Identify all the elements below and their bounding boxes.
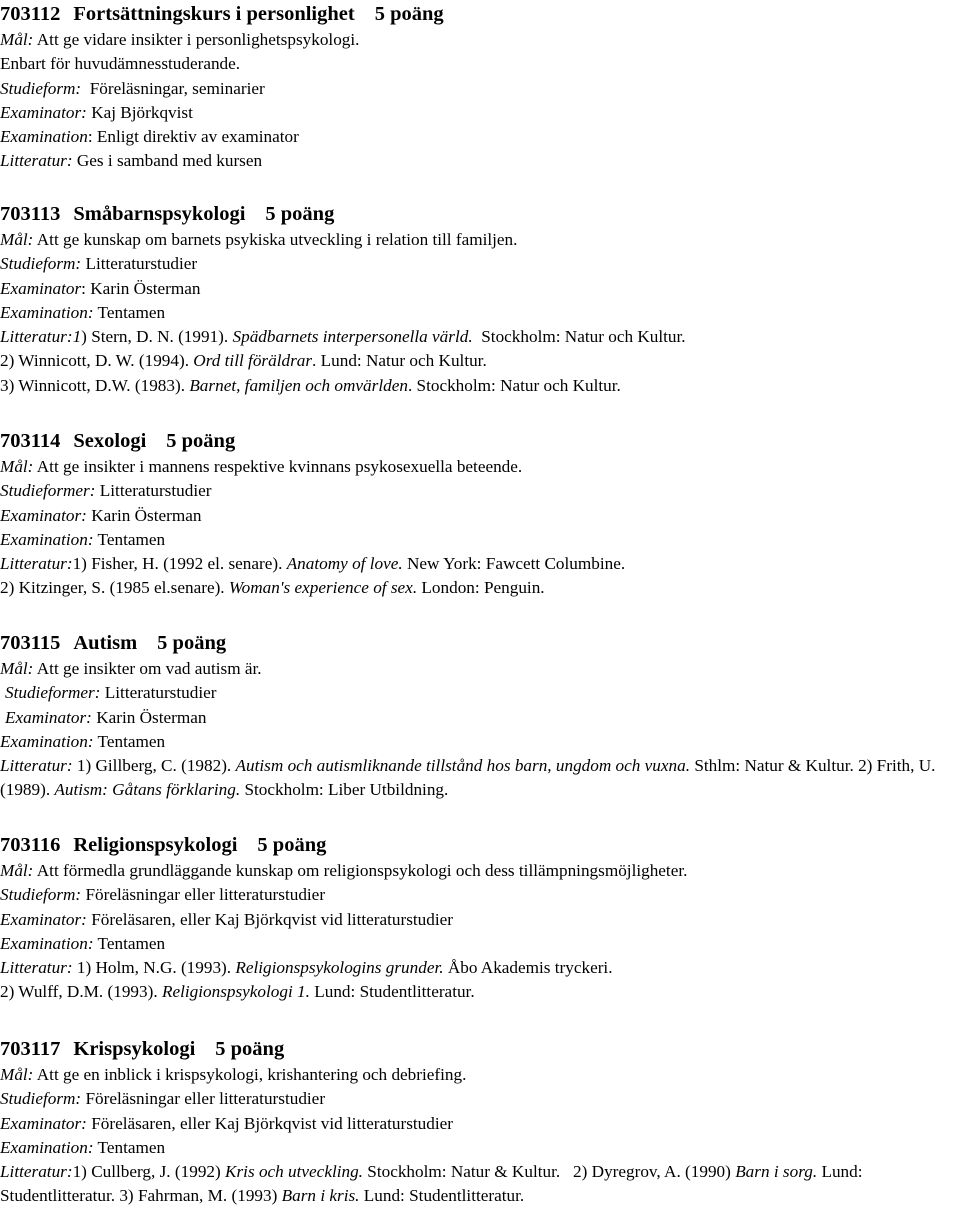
examination-text: Tentamen: [93, 731, 166, 751]
literature-label: Litteratur:: [0, 1162, 73, 1182]
course-examiner: [0, 504, 960, 528]
literature-line-1: [0, 325, 960, 349]
course-goal: [0, 28, 960, 52]
course-703112: [0, 1, 960, 174]
literature-publisher: Lund: Studentlitteratur.: [359, 1186, 525, 1206]
course-title: Småbarnspsykologi: [73, 203, 246, 225]
course-code: 703113: [0, 203, 61, 225]
literature-ref: 2) Winnicott, D. W. (1994).: [0, 351, 194, 371]
goal-label: Mål:: [0, 230, 34, 249]
examination-text: Tentamen: [93, 1137, 166, 1157]
examination-label: Examination: [0, 127, 88, 147]
course-code: 703117: [0, 1038, 61, 1060]
literature-publisher: Åbo Akademis tryckeri.: [443, 958, 613, 978]
examination-label: Examination:: [0, 731, 94, 751]
course-heading: [0, 630, 960, 657]
examiner-label: Examinator:: [0, 1113, 87, 1133]
literature-book-title: Ord till föräldrar: [193, 351, 313, 371]
course-goal: [0, 228, 960, 252]
course-study-form: [0, 252, 960, 276]
literature-book-title: Woman's experience of sex.: [228, 578, 418, 598]
literature-ref: Sthlm: Natur & Kultur. 2) Frith, U. (1989).: [0, 756, 936, 800]
goal-text: Att ge insikter i mannens respektive kvinnans psykosexuella beteende.: [33, 457, 523, 476]
course-credits: 5 poäng: [265, 203, 335, 225]
literature-ref: ) Stern, D. N. (1991).: [81, 327, 233, 347]
study-form-text: Föreläsningar eller litteraturstudier: [81, 1089, 326, 1109]
literature-publisher: New York: Fawcett Columbine.: [402, 554, 626, 574]
literature-line-3: [0, 374, 960, 398]
literature-label: Litteratur:: [0, 958, 73, 978]
literature-book-title: Religionspsykologi 1.: [161, 982, 310, 1002]
course-heading: [0, 1, 960, 28]
course-study-form: [0, 1087, 960, 1111]
course-examination: [0, 125, 960, 149]
course-examination: [0, 730, 960, 754]
course-heading: [0, 832, 960, 859]
course-703114: [0, 428, 960, 601]
course-examiner: [0, 277, 960, 301]
course-title: Fortsättningskurs i personlighet: [73, 3, 355, 25]
study-form-label: Studieform:: [0, 1089, 82, 1109]
course-code: 703112: [0, 3, 61, 25]
literature-ref: 2) Wulff, D.M. (1993).: [0, 982, 162, 1002]
course-examination: [0, 301, 960, 325]
literature-label: Litteratur:1: [0, 327, 82, 347]
study-form-label: Studieformer:: [5, 683, 101, 703]
course-credits: 5 poäng: [166, 430, 236, 452]
course-code: 703116: [0, 834, 61, 856]
literature-paragraph: [0, 754, 960, 803]
examiner-text: Föreläsaren, eller Kaj Björkqvist vid litteraturstudier: [86, 909, 453, 929]
literature-line-1: [0, 552, 960, 576]
literature-book-title: Kris och utveckling.: [225, 1162, 363, 1182]
literature-line-2: [0, 576, 960, 600]
study-form-text: Litteraturstudier: [100, 683, 217, 703]
course-study-form: [0, 479, 960, 503]
course-credits: 5 poäng: [157, 632, 227, 654]
literature-line-2: [0, 349, 960, 373]
examiner-text: : Karin Österman: [81, 278, 201, 298]
literature-publisher: Stockholm: Natur och Kultur.: [472, 327, 686, 347]
course-credits: 5 poäng: [257, 834, 327, 856]
course-code: 703115: [0, 632, 61, 654]
literature-paragraph: [0, 1160, 960, 1209]
examiner-label: Examinator:: [0, 102, 87, 122]
literature-label: Litteratur:: [0, 151, 73, 171]
literature-ref: 1) Cullberg, J. (1992): [72, 1162, 226, 1182]
course-goal: [0, 657, 960, 681]
course-literature: [0, 149, 960, 173]
goal-text: Att ge kunskap om barnets psykiska utveckling i relation till familjen.: [33, 230, 518, 249]
examination-label: Examination:: [0, 302, 94, 322]
literature-book-title: Religionspsykologins grunder.: [235, 958, 444, 978]
course-credits: 5 poäng: [374, 3, 444, 25]
course-title: Sexologi: [73, 430, 147, 452]
examination-text: Tentamen: [93, 302, 166, 322]
goal-label: Mål:: [0, 30, 34, 49]
literature-book-title: Spädbarnets interpersonella värld.: [232, 327, 473, 347]
literature-book-title: Autism och autismliknande tillstånd hos barn, ungdom och vuxna.: [235, 756, 691, 776]
examiner-label: Examinator:: [5, 707, 92, 727]
literature-line-2: [0, 980, 960, 1004]
course-heading: [0, 428, 960, 455]
literature-ref: 1) Gillberg, C. (1982).: [72, 756, 236, 776]
literature-ref: 1) Fisher, H. (1992 el. senare).: [72, 554, 287, 574]
literature-ref: 3) Winnicott, D.W. (1983).: [0, 375, 190, 395]
course-703115: [0, 630, 960, 803]
goal-text: Att ge vidare insikter i personlighetspsykologi.: [33, 30, 360, 49]
examination-label: Examination:: [0, 1137, 94, 1157]
literature-line-1: [0, 956, 960, 980]
course-703117: [0, 1036, 960, 1209]
goal-label: Mål:: [0, 659, 34, 678]
examiner-label: Examinator: [0, 278, 82, 298]
study-form-label: Studieformer:: [0, 481, 96, 501]
course-credits: 5 poäng: [215, 1038, 285, 1060]
course-goal: [0, 1063, 960, 1087]
examiner-text: Karin Österman: [86, 505, 202, 525]
course-study-form: [0, 883, 960, 907]
course-code: 703114: [0, 430, 61, 452]
literature-label: Litteratur:: [0, 756, 73, 776]
literature-publisher: London: Penguin.: [417, 578, 545, 598]
literature-label: Litteratur:: [0, 554, 73, 574]
literature-book-title: Anatomy of love.: [286, 554, 403, 574]
examiner-text: Karin Österman: [91, 707, 207, 727]
course-title: Krispsykologi: [73, 1038, 196, 1060]
examination-text: Tentamen: [93, 933, 166, 953]
literature-publisher: Lund: Studentlitteratur.: [309, 982, 475, 1002]
course-examination: [0, 528, 960, 552]
examination-text: : Enligt direktiv av examinator: [87, 127, 299, 147]
course-examination: [0, 932, 960, 956]
literature-book-title: Barn i kris.: [281, 1186, 360, 1206]
literature-publisher: Stockholm: Liber Utbildning.: [240, 780, 449, 800]
study-form-text: Litteraturstudier: [81, 254, 198, 274]
course-goal: [0, 859, 960, 883]
study-form-label: Studieform:: [0, 254, 82, 274]
course-goal: [0, 455, 960, 479]
course-examiner: [0, 101, 960, 125]
course-703113: [0, 201, 960, 398]
goal-label: Mål:: [0, 1065, 34, 1084]
literature-ref: 1) Holm, N.G. (1993).: [72, 958, 236, 978]
goal-text: Att ge insikter om vad autism är.: [33, 659, 262, 678]
literature-ref: Lund: Studentlitteratur. 3) Fahrman, M. (1993): [0, 1162, 867, 1206]
course-study-form: [0, 77, 960, 101]
study-form-text: Föreläsningar eller litteraturstudier: [81, 885, 326, 905]
course-title: Religionspsykologi: [73, 834, 238, 856]
literature-text: Ges i samband med kursen: [72, 151, 263, 171]
examiner-label: Examinator:: [0, 909, 87, 929]
literature-book-title: Autism: Gåtans förklaring.: [54, 780, 241, 800]
course-examiner: [0, 706, 960, 730]
literature-book-title: Barn i sorg.: [735, 1162, 818, 1182]
goal-text: Att ge en inblick i krispsykologi, krishantering och debriefing.: [33, 1065, 467, 1084]
goal-label: Mål:: [0, 861, 34, 880]
course-examiner: [0, 1112, 960, 1136]
course-examiner: [0, 908, 960, 932]
literature-ref: 2) Kitzinger, S. (1985 el.senare).: [0, 578, 229, 598]
examiner-text: Föreläsaren, eller Kaj Björkqvist vid litteraturstudier: [86, 1113, 453, 1133]
literature-ref: Stockholm: Natur & Kultur. 2) Dyregrov, A. (1990): [362, 1162, 736, 1182]
course-title: Autism: [73, 632, 138, 654]
examiner-label: Examinator:: [0, 505, 87, 525]
course-note: Enbart för huvudämnesstuderande.: [0, 54, 241, 74]
study-form-text: Föreläsningar, seminarier: [81, 78, 265, 98]
examination-label: Examination:: [0, 529, 94, 549]
course-examination: [0, 1136, 960, 1160]
goal-label: Mål:: [0, 457, 34, 476]
examination-label: Examination:: [0, 933, 94, 953]
literature-publisher: . Stockholm: Natur och Kultur.: [407, 375, 621, 395]
examination-text: Tentamen: [93, 529, 166, 549]
course-heading: [0, 1036, 960, 1063]
course-study-form: [0, 681, 960, 705]
study-form-label: Studieform:: [0, 78, 82, 98]
course-703116: [0, 832, 960, 1005]
course-heading: [0, 201, 960, 228]
examiner-text: Kaj Björkqvist: [86, 102, 193, 122]
literature-book-title: Barnet, familjen och omvärlden: [189, 375, 408, 395]
goal-text: Att förmedla grundläggande kunskap om religionspsykologi och dess tillämpningsmöjligheter.: [33, 861, 688, 880]
study-form-label: Studieform:: [0, 885, 82, 905]
study-form-text: Litteraturstudier: [95, 481, 212, 501]
literature-publisher: . Lund: Natur och Kultur.: [312, 351, 487, 371]
